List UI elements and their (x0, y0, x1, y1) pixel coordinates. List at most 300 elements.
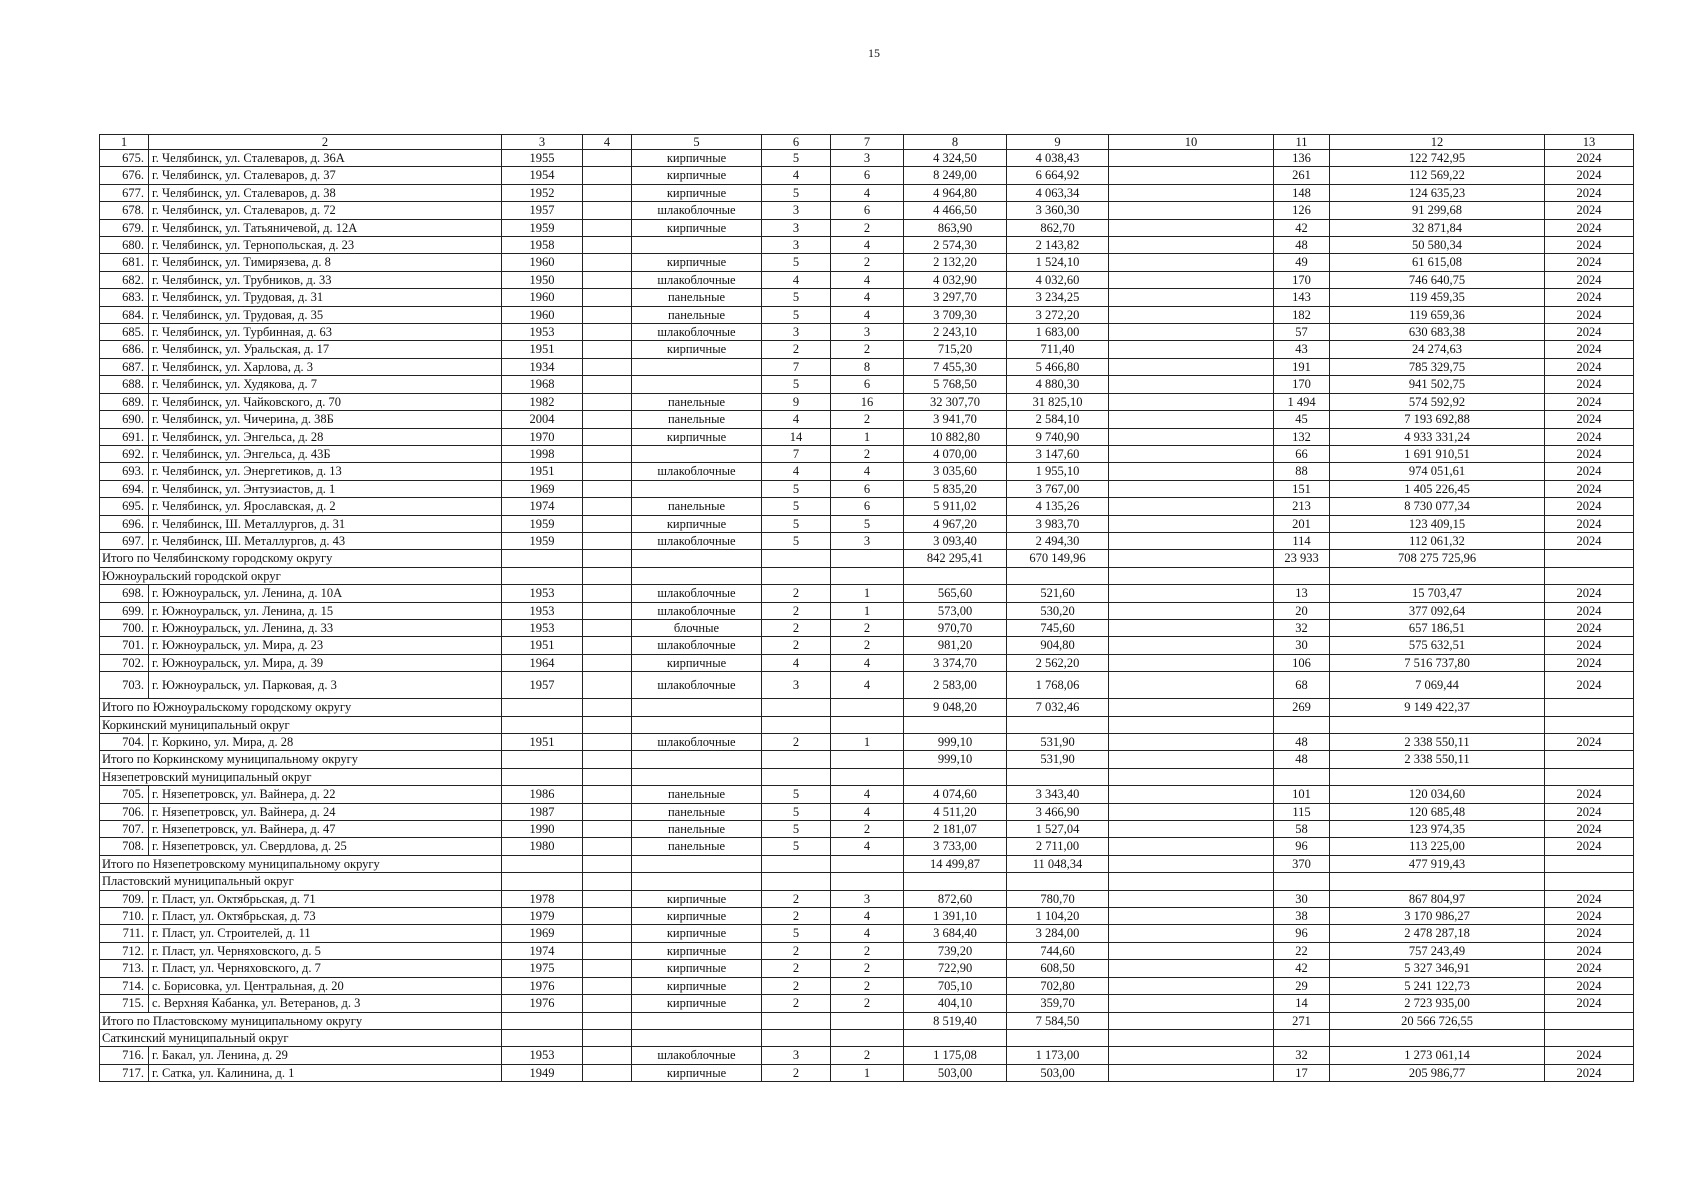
table-cell (831, 567, 904, 584)
table-cell: 2024 (1545, 977, 1634, 994)
table-cell (762, 716, 831, 733)
table-cell: 2024 (1545, 306, 1634, 323)
table-cell (1330, 716, 1545, 733)
table-cell (1109, 654, 1274, 671)
table-cell: 14 (762, 428, 831, 445)
table-cell (583, 445, 632, 462)
table-cell (583, 411, 632, 428)
table-cell: 2024 (1545, 838, 1634, 855)
table-cell (502, 699, 583, 716)
table-cell: 17 (1274, 1064, 1330, 1081)
table-cell (1545, 768, 1634, 785)
table-cell: 126 (1274, 202, 1330, 219)
row-number-cell: 702. (100, 654, 149, 671)
table-cell (583, 602, 632, 619)
table-cell (1007, 1029, 1109, 1046)
table-cell: 608,50 (1007, 960, 1109, 977)
table-cell: 3 284,00 (1007, 925, 1109, 942)
table-row (100, 890, 1634, 907)
table-cell: 702,80 (1007, 977, 1109, 994)
row-number-cell: 705. (100, 786, 149, 803)
table-cell: 2 (831, 254, 904, 271)
address-cell: г. Южноуральск, ул. Мира, д. 23 (149, 637, 502, 654)
table-cell: шлакоблочные (632, 637, 762, 654)
table-cell: 112 569,22 (1330, 167, 1545, 184)
table-cell (762, 873, 831, 890)
table-cell: 4 (831, 463, 904, 480)
table-cell: 48 (1274, 751, 1330, 768)
table-cell: 43 (1274, 341, 1330, 358)
table-cell: 867 804,97 (1330, 890, 1545, 907)
table-cell (1109, 271, 1274, 288)
table-cell: 1976 (502, 977, 583, 994)
table-cell: 5 241 122,73 (1330, 977, 1545, 994)
table-cell (1330, 567, 1545, 584)
table-cell: 4 032,90 (904, 271, 1007, 288)
table-cell: 9 048,20 (904, 699, 1007, 716)
table-cell: 2 723 935,00 (1330, 995, 1545, 1012)
table-cell: 2024 (1545, 602, 1634, 619)
table-cell (632, 1012, 762, 1029)
table-cell: 3 466,90 (1007, 803, 1109, 820)
table-cell (831, 716, 904, 733)
table-cell: 722,90 (904, 960, 1007, 977)
table-cell (583, 942, 632, 959)
total-label: Итого по Челябинскому городскому округу (100, 550, 502, 567)
table-row (100, 393, 1634, 410)
table-cell: 20 566 726,55 (1330, 1012, 1545, 1029)
table-cell: 6 (831, 480, 904, 497)
table-cell (1109, 838, 1274, 855)
table-cell: панельные (632, 498, 762, 515)
table-cell: 999,10 (904, 734, 1007, 751)
table-row (100, 150, 1634, 167)
table-cell: шлакоблочные (632, 324, 762, 341)
table-body (100, 135, 1634, 1082)
table-cell (1274, 768, 1330, 785)
column-number-cell: 12 (1330, 135, 1545, 150)
table-cell: 780,70 (1007, 890, 1109, 907)
table-cell: 7 032,46 (1007, 699, 1109, 716)
table-row (100, 977, 1634, 994)
row-number-cell: 716. (100, 1047, 149, 1064)
table-cell: 5 (762, 498, 831, 515)
table-cell (1274, 567, 1330, 584)
table-cell (1109, 672, 1274, 699)
table-cell (904, 768, 1007, 785)
row-number-cell: 704. (100, 734, 149, 751)
address-cell: г. Челябинск, ул. Трубников, д. 33 (149, 271, 502, 288)
table-cell (583, 254, 632, 271)
table-cell: 66 (1274, 445, 1330, 462)
table-cell: 1950 (502, 271, 583, 288)
table-cell (583, 150, 632, 167)
table-cell: 113 225,00 (1330, 838, 1545, 855)
address-cell: г. Челябинск, ул. Уральская, д. 17 (149, 341, 502, 358)
table-cell: 7 193 692,88 (1330, 411, 1545, 428)
total-row (100, 751, 1634, 768)
table-cell: 22 (1274, 942, 1330, 959)
table-row (100, 358, 1634, 375)
table-cell: 2024 (1545, 376, 1634, 393)
table-cell: 7 069,44 (1330, 672, 1545, 699)
table-cell (1109, 751, 1274, 768)
table-cell (1109, 855, 1274, 872)
table-cell: шлакоблочные (632, 271, 762, 288)
row-number-cell: 692. (100, 445, 149, 462)
table-cell: 4 (762, 463, 831, 480)
table-cell (1109, 716, 1274, 733)
table-cell: 2024 (1545, 202, 1634, 219)
table-row (100, 585, 1634, 602)
table-cell: 106 (1274, 654, 1330, 671)
row-number-cell: 707. (100, 821, 149, 838)
table-cell: 1953 (502, 619, 583, 636)
table-cell: 1964 (502, 654, 583, 671)
table-cell: 4 (831, 654, 904, 671)
table-cell: 1968 (502, 376, 583, 393)
table-cell: 261 (1274, 167, 1330, 184)
table-cell (583, 271, 632, 288)
table-row (100, 803, 1634, 820)
table-cell: 119 659,36 (1330, 306, 1545, 323)
table-cell: 2024 (1545, 271, 1634, 288)
table-cell: 1975 (502, 960, 583, 977)
table-cell (583, 463, 632, 480)
table-cell: 1986 (502, 786, 583, 803)
table-cell: 744,60 (1007, 942, 1109, 959)
table-cell: 1952 (502, 184, 583, 201)
table-row (100, 960, 1634, 977)
table-cell (583, 515, 632, 532)
table-cell: 745,60 (1007, 619, 1109, 636)
table-cell (583, 699, 632, 716)
table-cell: 3 360,30 (1007, 202, 1109, 219)
column-number-cell: 13 (1545, 135, 1634, 150)
table-cell (632, 445, 762, 462)
address-cell: г. Бакал, ул. Ленина, д. 29 (149, 1047, 502, 1064)
table-cell (632, 567, 762, 584)
table-cell: 4 (831, 184, 904, 201)
table-cell (583, 219, 632, 236)
table-cell (583, 202, 632, 219)
table-cell: 96 (1274, 925, 1330, 942)
table-cell (583, 532, 632, 549)
column-number-cell: 8 (904, 135, 1007, 150)
table-cell: 170 (1274, 271, 1330, 288)
table-cell: 1974 (502, 498, 583, 515)
table-cell (1109, 150, 1274, 167)
table-cell: 32 307,70 (904, 393, 1007, 410)
table-cell: шлакоблочные (632, 532, 762, 549)
table-cell (583, 995, 632, 1012)
table-cell: 3 767,00 (1007, 480, 1109, 497)
column-number-cell: 10 (1109, 135, 1274, 150)
table-cell: 5 768,50 (904, 376, 1007, 393)
table-cell: 503,00 (904, 1064, 1007, 1081)
table-cell: 4 032,60 (1007, 271, 1109, 288)
table-cell: 2024 (1545, 821, 1634, 838)
table-cell (1109, 768, 1274, 785)
table-cell: 2024 (1545, 960, 1634, 977)
table-cell (1109, 428, 1274, 445)
row-number-cell: 714. (100, 977, 149, 994)
address-cell: г. Челябинск, ул. Энтузиастов, д. 1 (149, 480, 502, 497)
table-cell: 3 (762, 324, 831, 341)
address-cell: г. Челябинск, ул. Сталеваров, д. 38 (149, 184, 502, 201)
table-cell: 4 (762, 271, 831, 288)
table-cell (502, 768, 583, 785)
column-number-cell: 5 (632, 135, 762, 150)
table-cell: 96 (1274, 838, 1330, 855)
table-cell: 6 (831, 167, 904, 184)
table-row (100, 289, 1634, 306)
table-cell: 842 295,41 (904, 550, 1007, 567)
table-cell: 42 (1274, 960, 1330, 977)
table-cell: 91 299,68 (1330, 202, 1545, 219)
table-cell: кирпичные (632, 908, 762, 925)
table-cell (632, 358, 762, 375)
address-cell: г. Южноуральск, ул. Ленина, д. 33 (149, 619, 502, 636)
table-cell: 1955 (502, 150, 583, 167)
table-cell (1109, 324, 1274, 341)
table-cell: 1 527,04 (1007, 821, 1109, 838)
table-cell: 1951 (502, 637, 583, 654)
table-cell: 2024 (1545, 167, 1634, 184)
address-cell: г. Челябинск, ул. Сталеваров, д. 36А (149, 150, 502, 167)
address-cell: г. Челябинск, ул. Татьяничевой, д. 12А (149, 219, 502, 236)
table-cell (583, 550, 632, 567)
table-cell: 2 (831, 942, 904, 959)
table-cell (583, 908, 632, 925)
row-number-cell: 695. (100, 498, 149, 515)
table-cell: панельные (632, 411, 762, 428)
row-number-cell: 701. (100, 637, 149, 654)
table-cell (1109, 803, 1274, 820)
table-cell: 2 (831, 995, 904, 1012)
table-cell: 2 (762, 585, 831, 602)
table-cell: 114 (1274, 532, 1330, 549)
table-cell: 182 (1274, 306, 1330, 323)
table-cell: 4 (762, 411, 831, 428)
total-row (100, 699, 1634, 716)
table-cell: 123 409,15 (1330, 515, 1545, 532)
table-row (100, 254, 1634, 271)
table-cell: панельные (632, 838, 762, 855)
table-cell: 1 494 (1274, 393, 1330, 410)
table-cell: 1987 (502, 803, 583, 820)
table-cell (632, 480, 762, 497)
table-cell (632, 855, 762, 872)
row-number-cell: 717. (100, 1064, 149, 1081)
row-number-cell: 680. (100, 237, 149, 254)
table-cell (1545, 1029, 1634, 1046)
table-row (100, 202, 1634, 219)
table-cell: 4 (831, 237, 904, 254)
table-cell (1274, 716, 1330, 733)
table-cell (1109, 602, 1274, 619)
address-cell: г. Нязепетровск, ул. Вайнера, д. 47 (149, 821, 502, 838)
table-cell (1109, 1029, 1274, 1046)
table-cell: 2024 (1545, 219, 1634, 236)
column-number-cell: 11 (1274, 135, 1330, 150)
table-cell: 1949 (502, 1064, 583, 1081)
table-cell: 101 (1274, 786, 1330, 803)
table-cell (1109, 890, 1274, 907)
table-cell (831, 751, 904, 768)
table-cell: 2 (762, 995, 831, 1012)
table-cell: 4 (762, 167, 831, 184)
table-cell (1109, 873, 1274, 890)
address-cell: г. Пласт, ул. Черняховского, д. 7 (149, 960, 502, 977)
table-row (100, 445, 1634, 462)
table-cell: 2024 (1545, 480, 1634, 497)
table-cell: 1 524,10 (1007, 254, 1109, 271)
table-row (100, 942, 1634, 959)
table-cell: 3 374,70 (904, 654, 1007, 671)
table-cell: 4 (831, 925, 904, 942)
table-cell: 124 635,23 (1330, 184, 1545, 201)
table-cell: 2024 (1545, 515, 1634, 532)
table-cell: кирпичные (632, 219, 762, 236)
table-cell: 2 (831, 619, 904, 636)
table-cell (583, 324, 632, 341)
address-cell: г. Челябинск, ул. Энгельса, д. 43Б (149, 445, 502, 462)
address-cell: г. Сатка, ул. Калинина, д. 1 (149, 1064, 502, 1081)
table-cell: панельные (632, 786, 762, 803)
address-cell: г. Южноуральск, ул. Парковая, д. 3 (149, 672, 502, 699)
table-cell (632, 1029, 762, 1046)
table-cell: 2 338 550,11 (1330, 734, 1545, 751)
table-cell: 20 (1274, 602, 1330, 619)
table-cell: 757 243,49 (1330, 942, 1545, 959)
table-cell: 10 882,80 (904, 428, 1007, 445)
table-cell (502, 550, 583, 567)
table-cell: 38 (1274, 908, 1330, 925)
table-cell: 377 092,64 (1330, 602, 1545, 619)
table-cell: 5 (762, 532, 831, 549)
table-cell (583, 498, 632, 515)
table-cell: 1934 (502, 358, 583, 375)
row-number-cell: 710. (100, 908, 149, 925)
table-cell (1330, 873, 1545, 890)
table-cell: 1 104,20 (1007, 908, 1109, 925)
row-number-cell: 711. (100, 925, 149, 942)
table-cell: панельные (632, 821, 762, 838)
table-cell (904, 567, 1007, 584)
table-cell: 3 147,60 (1007, 445, 1109, 462)
table-cell: 630 683,38 (1330, 324, 1545, 341)
table-cell: 2024 (1545, 445, 1634, 462)
table-cell: 941 502,75 (1330, 376, 1545, 393)
table-cell: 2024 (1545, 995, 1634, 1012)
table-cell (502, 873, 583, 890)
table-cell: 2024 (1545, 428, 1634, 445)
table-cell: 2024 (1545, 324, 1634, 341)
table-cell: 32 (1274, 1047, 1330, 1064)
table-cell (1109, 167, 1274, 184)
table-cell: 4 135,26 (1007, 498, 1109, 515)
table-cell (583, 358, 632, 375)
table-cell: 2 243,10 (904, 324, 1007, 341)
table-cell: 30 (1274, 637, 1330, 654)
table-cell: 123 974,35 (1330, 821, 1545, 838)
table-cell: 1957 (502, 202, 583, 219)
table-cell (1109, 977, 1274, 994)
table-row (100, 341, 1634, 358)
table-cell: 2024 (1545, 803, 1634, 820)
table-cell: 1951 (502, 734, 583, 751)
table-cell (1109, 699, 1274, 716)
table-cell: 1960 (502, 254, 583, 271)
table-cell: 1 955,10 (1007, 463, 1109, 480)
table-cell: 7 584,50 (1007, 1012, 1109, 1029)
row-number-cell: 679. (100, 219, 149, 236)
table-cell: 4 (831, 908, 904, 925)
table-cell: 3 (762, 672, 831, 699)
table-cell: 6 (831, 202, 904, 219)
table-cell: 48 (1274, 237, 1330, 254)
table-cell: 2 143,82 (1007, 237, 1109, 254)
table-cell: 2 (831, 821, 904, 838)
table-cell (1109, 202, 1274, 219)
table-cell: 3 272,20 (1007, 306, 1109, 323)
table-cell: 3 297,70 (904, 289, 1007, 306)
address-cell: г. Челябинск, ул. Тернопольская, д. 23 (149, 237, 502, 254)
table-cell: 50 580,34 (1330, 237, 1545, 254)
table-cell: 2 (831, 977, 904, 994)
table-cell: 5 (762, 254, 831, 271)
table-cell: 7 (762, 358, 831, 375)
table-cell: 3 (831, 150, 904, 167)
table-cell: 5 466,80 (1007, 358, 1109, 375)
table-cell: 1 (831, 602, 904, 619)
table-cell: 30 (1274, 890, 1330, 907)
row-number-cell: 684. (100, 306, 149, 323)
row-number-cell: 700. (100, 619, 149, 636)
table-cell: 271 (1274, 1012, 1330, 1029)
row-number-cell: 675. (100, 150, 149, 167)
table-cell (583, 821, 632, 838)
table-cell (583, 585, 632, 602)
table-row (100, 306, 1634, 323)
address-cell: с. Верхняя Кабанка, ул. Ветеранов, д. 3 (149, 995, 502, 1012)
table-cell (762, 768, 831, 785)
address-cell: г. Челябинск, ул. Энгельса, д. 28 (149, 428, 502, 445)
table-cell (1109, 637, 1274, 654)
table-cell (1109, 1012, 1274, 1029)
address-cell: г. Южноуральск, ул. Ленина, д. 10А (149, 585, 502, 602)
table-cell: 999,10 (904, 751, 1007, 768)
table-cell (1109, 585, 1274, 602)
row-number-cell: 687. (100, 358, 149, 375)
total-row (100, 550, 1634, 567)
table-cell (1545, 873, 1634, 890)
table-cell: 785 329,75 (1330, 358, 1545, 375)
table-cell (1109, 184, 1274, 201)
table-cell: 1954 (502, 167, 583, 184)
table-cell: 2 (831, 411, 904, 428)
table-cell: 2 (831, 445, 904, 462)
table-cell (583, 567, 632, 584)
table-cell: 4 967,20 (904, 515, 1007, 532)
table-cell: 1969 (502, 925, 583, 942)
table-cell: 5 (762, 289, 831, 306)
table-cell: 2024 (1545, 890, 1634, 907)
housing-register-table (99, 134, 1634, 1082)
table-cell: 3 (762, 237, 831, 254)
table-cell: 205 986,77 (1330, 1064, 1545, 1081)
